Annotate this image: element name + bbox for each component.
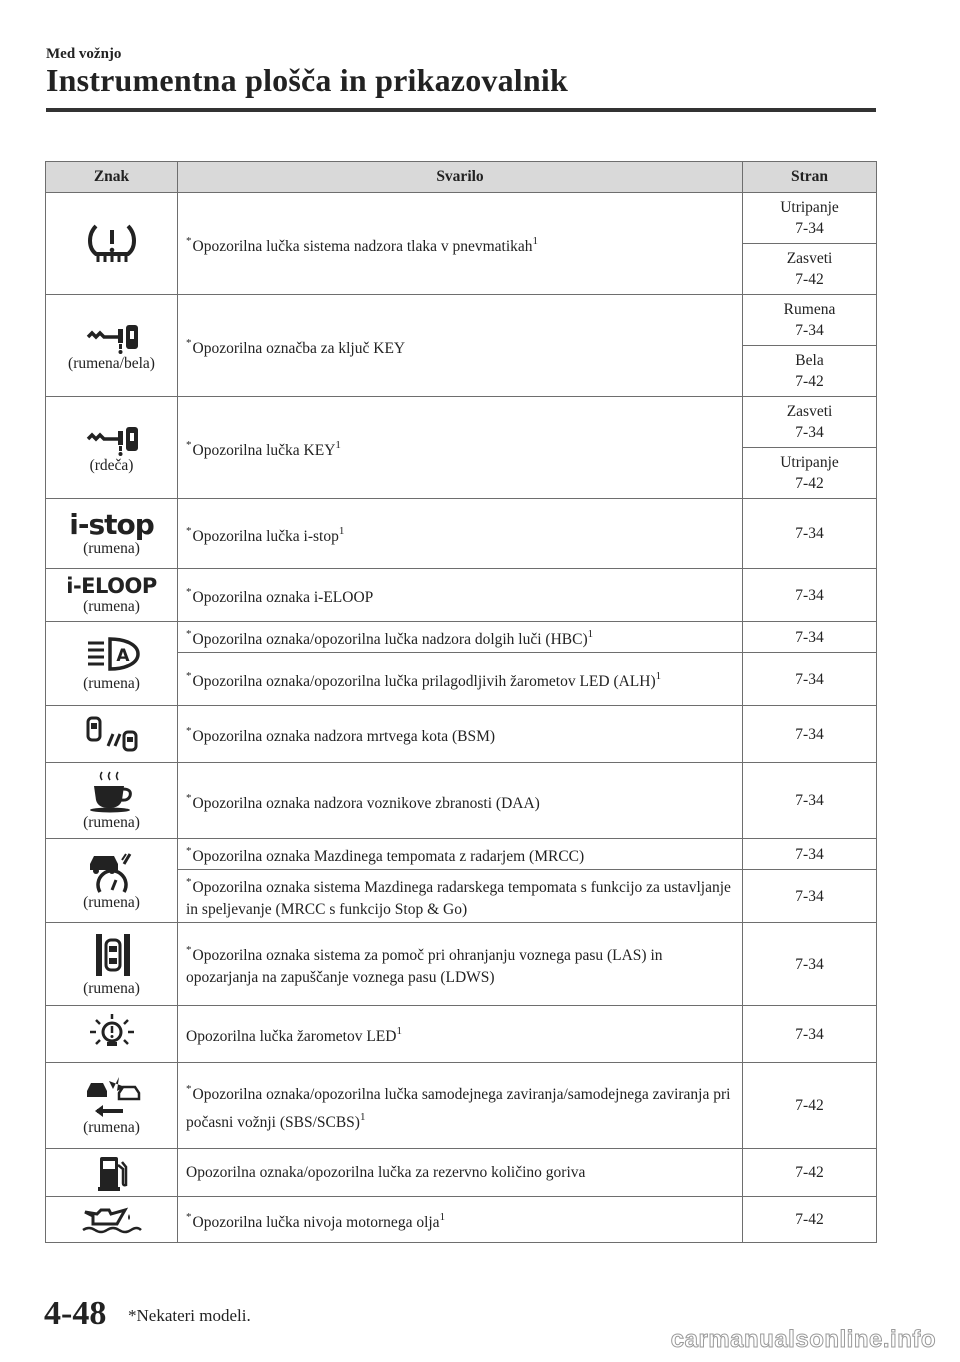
key-warning-icon [82, 319, 142, 355]
page-cell: Bela 7-42 [743, 346, 877, 397]
led-headlight-warning-icon [82, 1012, 142, 1056]
warning-cell: *Opozorilna oznaka nadzora mrtvega kota (BSM) [178, 706, 743, 763]
oil-level-icon [79, 1202, 145, 1238]
sign-color-label: (rumena) [83, 674, 140, 692]
warning-cell: *Opozorilna lučka nivoja motornega olja$^1$ [178, 1197, 743, 1243]
table-row [46, 706, 877, 763]
title-rule [46, 108, 876, 112]
sign-cell [46, 1197, 178, 1243]
table-row [46, 569, 877, 622]
key-warning-icon [82, 421, 142, 457]
table-row [46, 1063, 877, 1149]
warning-cell: *Opozorilna oznaka/opozorilna lučka prilagodljivih žarometov LED (ALH)$^1$ [178, 653, 743, 706]
sign-color-label: (rumena) [83, 539, 140, 557]
sign-color-label: (rumena) [83, 598, 140, 615]
sign-color-label: (rumena) [83, 1118, 140, 1136]
page-cell: Zasveti 7-34 [743, 397, 877, 448]
table-row [46, 397, 877, 448]
table-row [46, 622, 877, 653]
warning-cell: *Opozorilna lučka KEY$^1$ [178, 397, 743, 499]
sign-cell [46, 763, 178, 839]
table-row [46, 295, 877, 346]
warning-cell: Opozorilna lučka žarometov LED$^1$ [178, 1006, 743, 1063]
page-cell: Utripanje 7-42 [743, 448, 877, 499]
page-cell: 7-42 [743, 1197, 877, 1243]
page-cell: 7-34 [743, 839, 877, 870]
col-header-sign: Znak [46, 162, 178, 193]
radar-cruise-icon [80, 850, 144, 894]
sign-cell [46, 193, 178, 295]
lane-assist-icon [82, 930, 142, 980]
warning-cell: *Opozorilna označba za ključ KEY [178, 295, 743, 397]
page-cell: 7-34 [743, 622, 877, 653]
warning-cell: *Opozorilna oznaka nadzora voznikove zbranosti (DAA) [178, 763, 743, 839]
sign-cell [46, 295, 178, 397]
page-cell: 7-34 [743, 870, 877, 923]
page-cell: 7-34 [743, 923, 877, 1006]
table-row [46, 193, 877, 244]
warning-cell: *Opozorilna oznaka i-ELOOP [178, 569, 743, 622]
sign-cell [46, 923, 178, 1006]
page-cell: 7-34 [743, 706, 877, 763]
table-row [46, 763, 877, 839]
smart-brake-icon [79, 1075, 145, 1119]
warning-cell: *Opozorilna oznaka sistema za pomoč pri ohranjanju voznega pasu (LAS) in opozarjanja na zapuščanje voznega pasu (LDWS) [178, 923, 743, 1006]
sign-color-label: (rumena/bela) [68, 354, 155, 372]
page-cell: 7-34 [743, 1006, 877, 1063]
warning-cell: *Opozorilna lučka sistema nadzora tlaka v pnevmatikah$^1$ [178, 193, 743, 295]
warning-cell: *Opozorilna oznaka sistema Mazdinega radarskega tempomata s funkcijo za ustavljanje in speljevanje (MRCC s funkcijo Stop & Go) [178, 870, 743, 923]
sign-cell [46, 622, 178, 706]
page-number: 4-48 [44, 1295, 107, 1332]
warning-cell: *Opozorilna oznaka/opozorilna lučka samodejnega zaviranja/samodejnega zaviranja pri počasni vožnji (SBS/SCBS)$^1$ [178, 1063, 743, 1149]
table-row [46, 839, 877, 870]
fuel-pump-icon [92, 1153, 132, 1193]
sign-cell [46, 1063, 178, 1149]
page-cell: 7-34 [743, 653, 877, 706]
coffee-cup-icon [82, 770, 142, 814]
sign-color-label: (rdeča) [89, 456, 134, 474]
page-cell: 7-42 [743, 1063, 877, 1149]
blind-spot-icon [80, 714, 144, 754]
page-cell: 7-42 [743, 1149, 877, 1197]
sign-cell [46, 499, 178, 569]
section-label: Med vožnjo [46, 46, 122, 62]
table-header-row [46, 162, 877, 193]
page-title: Instrumentna plošča in prikazovalnik [46, 62, 568, 98]
warning-cell: *Opozorilna oznaka Mazdinega tempomata z radarjem (MRCC) [178, 839, 743, 870]
watermark: carmanualsonline.info [670, 1326, 936, 1353]
table-row [46, 1149, 877, 1197]
warning-cell: Opozorilna oznaka/opozorilna lučka za rezervno količino goriva [178, 1149, 743, 1197]
auto-headlight-icon [80, 635, 144, 675]
i-eloop-icon: i-ELOOP [66, 574, 157, 598]
table-row [46, 923, 877, 1006]
page-cell: 7-34 [743, 499, 877, 569]
sign-cell [46, 569, 178, 622]
tire-pressure-warning-icon [82, 220, 142, 268]
i-stop-icon: i-stop [69, 507, 154, 541]
page-cell: 7-34 [743, 569, 877, 622]
page-cell: Utripanje 7-34 [743, 193, 877, 244]
footnote: *Nekateri modeli. [128, 1306, 251, 1325]
warning-table [45, 161, 877, 1243]
col-header-warning: Svarilo [178, 162, 743, 193]
page-cell: Zasveti 7-42 [743, 244, 877, 295]
sign-cell [46, 1149, 178, 1197]
table-row [46, 1197, 877, 1243]
page-cell: Rumena 7-34 [743, 295, 877, 346]
sign-color-label: (rumena) [83, 893, 140, 911]
sign-cell [46, 1006, 178, 1063]
table-row [46, 499, 877, 569]
warning-cell: *Opozorilna oznaka/opozorilna lučka nadzora dolgih luči (HBC)$^1$ [178, 622, 743, 653]
warning-cell: *Opozorilna lučka i-stop$^1$ [178, 499, 743, 569]
page-cell: 7-34 [743, 763, 877, 839]
sign-cell [46, 839, 178, 923]
svg-text:A: A [115, 645, 130, 666]
col-header-page: Stran [743, 162, 877, 193]
sign-color-label: (rumena) [83, 980, 140, 997]
sign-cell [46, 397, 178, 499]
table-row [46, 1006, 877, 1063]
sign-cell [46, 706, 178, 763]
sign-color-label: (rumena) [83, 813, 140, 831]
